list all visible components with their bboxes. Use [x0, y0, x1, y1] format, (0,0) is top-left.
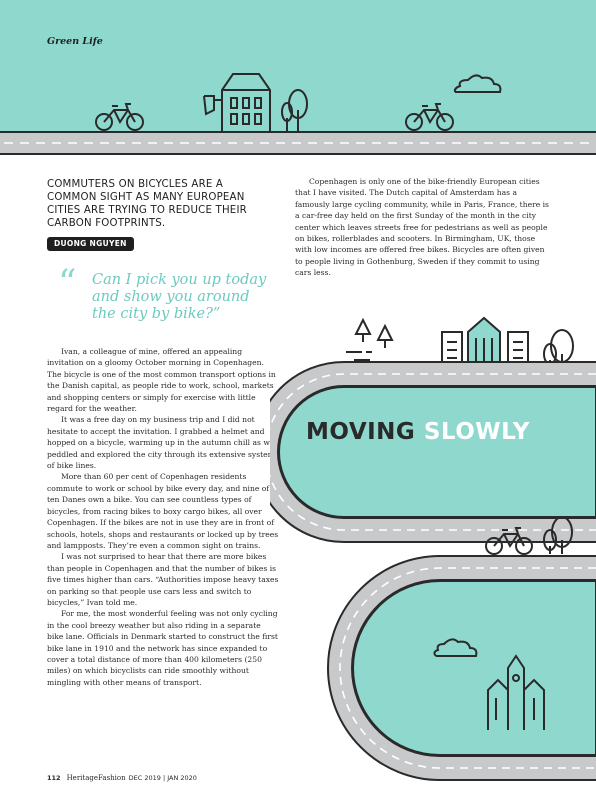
- house-icon: [204, 74, 270, 132]
- banner-word-moving: MOVING: [306, 419, 416, 445]
- left-column: [47, 346, 279, 688]
- issue-date: DEC 2019 | JAN 2020: [128, 774, 197, 782]
- banner-title: [306, 419, 530, 445]
- paragraph: Copenhagen is only one of the bike-friendly European cities that I have visited. The Dutch capital of Amsterdam has a famously large cycling community, while in Paris, France, there is a car-free day held on the first Sunday of the month in the city center which leaves streets free for pedestrians as well as people on bikes, rollerblades and scooters. In Birmingham, UK, those with low incomes are offered free bikes. Bicycles are often given to people living in Gothenburg, Sweden if they commit to using cars less.: [295, 177, 549, 278]
- tree-icon: [282, 90, 307, 132]
- top-road: [0, 132, 596, 154]
- right-column: [295, 176, 550, 279]
- magazine-brand: HeritageFashion: [66, 774, 126, 782]
- cloud-icon: [455, 75, 501, 92]
- paragraph: It was a free day on my business trip and I did not hesitate to accept the invitation. I grabbed a helmet and hopped on a bicycle, warming up in the autumn chill as we peddled and explored the city through its extensive system of bike lines.: [47, 415, 275, 471]
- page-footer: [47, 774, 197, 782]
- paragraph: Ivan, a colleague of mine, offered an appealing invitation on a gloomy October morning in Copenhagen. The bicycle is one of the most common transport options in the Danish capital, as people ride to work, school, markets and shopping centers or simply for exercise with little regard for the weather.: [47, 347, 276, 414]
- pull-quote: Can I pick you up today and show you around the city by bike?”: [92, 272, 267, 322]
- quote-mark-icon: “: [58, 263, 77, 304]
- paragraph: For me, the most wonderful feeling was not only cycling in the cool breezy weather but also riding in a separate bike lane. Officials in Denmark started to construct the first bike lane in 1910 and the network has since expanded to cover a total distance of more than 400 kilometers (250 miles) on which bicyclists can ride smoothly without mingling with other means of transport.: [47, 609, 278, 687]
- author-badge: DUONG NGUYEN: [47, 237, 134, 251]
- bicycle-icon: [96, 104, 143, 130]
- banner-word-slowly: SLOWLY: [423, 419, 530, 445]
- winding-road-illustration: [270, 310, 596, 790]
- header-illustration: [0, 0, 596, 160]
- article-headline: COMMUTERS ON BICYCLES ARE A COMMON SIGHT AS MANY EUROPEAN CITIES ARE TRYING TO REDUCE THEIR CARBON FOOTPRINTS.: [47, 179, 247, 229]
- paragraph: More than 60 per cent of Copenhagen residents commute to work or school by bike every day, and nine of ten Danes own a bike. You can see countless types of bicycles, from racing bikes to boxy cargo bikes, all over Copenhagen. If the bikes are not in use they are in front of schools, hotels, shops and restaurants or locked up by trees and lampposts. They’re even a common sight on trains.: [47, 472, 279, 550]
- page-number: 112: [47, 774, 61, 782]
- paragraph: I was not surprised to hear that there are more bikes than people in Copenhagen and that the number of bikes is five times higher than cars. “Authorities impose heavy taxes on parking so that people use cars less and switch to bicycles,” Ivan told me.: [47, 552, 279, 607]
- section-label: Green Life: [47, 36, 103, 47]
- lower-road: [340, 568, 596, 768]
- upper-road: [270, 374, 596, 530]
- bicycle-icon: [406, 104, 453, 130]
